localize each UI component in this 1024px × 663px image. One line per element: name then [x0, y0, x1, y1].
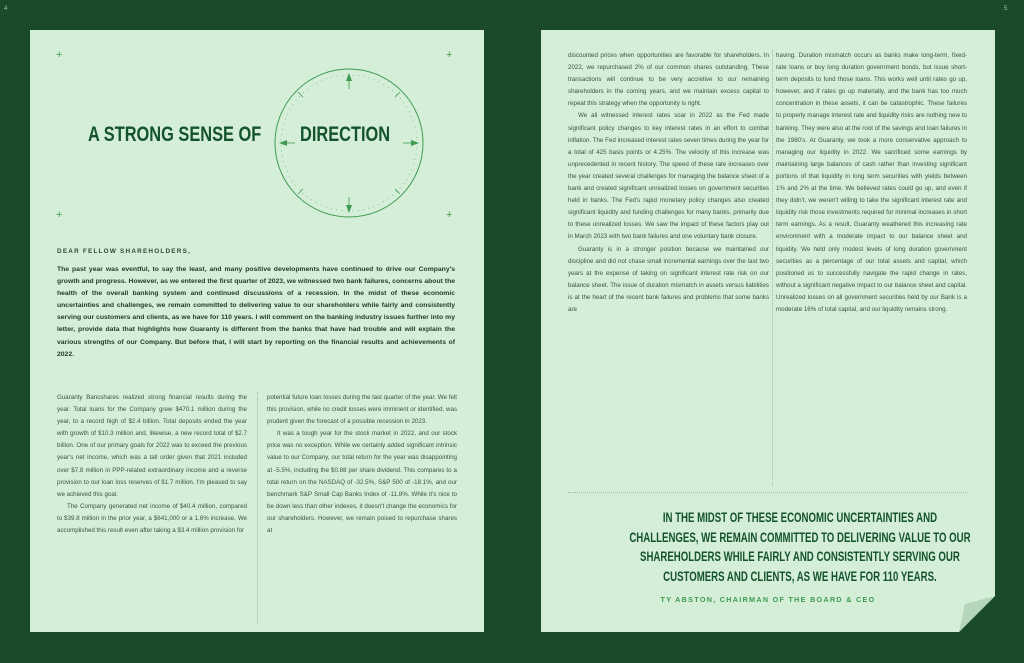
- paragraph: It was a tough year for the stock market in 2022, and our stock price was no exception. While we certainly added significant intrinsic value to our Company, our total return for the year was disappointing at -5.5%, including the $0.88 per share dividend. This compares to a total return on the NASDAQ of -32.5%, S&P 500 of -18.1%, and our benchmark S&P Small Cap Banks Index of -11.8%. While it's nice to be down less than other indexes, it doesn't change the economics for our shareholders. However, we remain poised to repurchase shares at: [267, 430, 457, 535]
- pull-quote-line: CUSTOMERS AND CLIENTS, AS WE HAVE FOR 110 YEARS.: [663, 568, 937, 584]
- page-number-left: 4: [4, 6, 8, 12]
- left-column-1: [57, 392, 247, 537]
- pull-quote-line: SHAREHOLDERS WHILE FAIRLY AND CONSISTENTLY SERVING OUR: [640, 549, 960, 564]
- left-page: [30, 30, 484, 632]
- column-divider: [772, 50, 773, 486]
- headline-right: DIRECTION: [300, 123, 391, 146]
- headline: [30, 120, 484, 150]
- intro-paragraph: The past year was eventful, to say the least, and many positive developments have continued to drive our Company's growth and progress. However, as we entered the first quarter of 2023, we witnessed two bank failures, concerns about the health of the overall banking system and continued discussions of a recession. In the midst of these economic uncertainties and challenges, we remain committed to delivering value to our shareholders while fairly and consistently serving our customers and clients, as we have for 110 years. I will comment on the banking industry issues further into my letter, provide data that highlights how Guaranty is different from the banks that have had trouble and will explain the various strengths of our Company. But before that, I will start by reporting on the financial results and achievements of 2022.: [57, 266, 455, 358]
- paragraph: discounted prices when opportunities are favorable for shareholders. In 2022, we repurchased 2% of our common shares outstanding. These transactions will continue to be very accretive to our remaining shareholders in the coming years, and we maintain excess capital to repeat this strategy when the opportunity is right.: [568, 52, 769, 108]
- right-column-1: [568, 50, 769, 316]
- plus-mark-bottom-right: +: [446, 209, 453, 221]
- page-number-right: 5: [1004, 6, 1008, 12]
- paragraph: having. Duration mismatch occurs as banks make long-term, fixed-rate loans or buy long duration government bonds, but issue short-term deposits to fund those loans. This works well until rates go up, however, and if rates go up materially, and the bank has too much concentration in these assets, it can be catastrophic. These failures to properly manage interest rate and liquidity risks are nothing new to banking. They were also at the root of the savings and loan failures in the 1980's. At Guaranty, we took a more conservative approach to managing our liquidity in 2022. We sacrificed some earnings by maintaining large balances of cash rather than investing significant portions of that liquidity in long term securities with yields between 1% and 2% at the time. We believed rates could go up, and even if they didn't, we weren't willing to take the significant interest rate and liquidity risk those investments required for minimal increases in short term earnings. As a result, Guaranty weathered this increasing rate environment with a moderate impact to our balance sheet and liquidity. We held only modest levels of long duration government securities as a percentage of our total assets and capital, which positioned us to successfully navigate the rapid change in rates, without a significant negative impact to our balance sheet and capital. Unrealized losses on all government securities held by our Bank is a moderate 16% of total capital, and our liquidity remains strong.: [776, 52, 967, 313]
- plus-mark-top-right: +: [446, 49, 453, 61]
- pull-quote-divider: [568, 492, 968, 493]
- paragraph: potential future loan losses during the last quarter of the year. We felt this provision, while no credit losses were imminent or identified, was prudent given the forecast of a possible recession in 2023.: [267, 394, 457, 426]
- left-column-2: [267, 392, 457, 537]
- column-divider: [257, 392, 258, 624]
- pull-quote-line: IN THE MIDST OF THESE ECONOMIC UNCERTAINTIES AND: [662, 510, 938, 525]
- page-curl-icon: [959, 596, 995, 632]
- paragraph: The Company generated net income of $40.4 million, compared to $39.8 million in the prior year, a $641,000 or a 1.6% increase. We accomplished this result even after taking a $3.4 million provision for: [57, 502, 247, 535]
- paragraph: Guaranty is in a stronger position because we maintained our discipline and did not chase small incremental earnings over the last two years at the expense of taking on significant interest rate risk on our balance sheet. The issue of duration mismatch in assets versus liabilities is at the heart of the recent bank failures and problems that some banks are: [568, 245, 769, 313]
- pull-quote-attribution: TY ABSTON, CHAIRMAN OF THE BOARD & CEO: [660, 595, 876, 604]
- plus-mark-top-left: +: [56, 49, 63, 61]
- pull-quote-text: [629, 508, 970, 586]
- paragraph: Guaranty Bancshares realized strong financial results during the year. Total loans for the Company grew $470.1 million during the year, to a record high of $2.4 billion. Total deposits ended the year with growth of $10.3 million and, likewise, a new record total of $2.7 billion. One of our primary goals for 2022 was to exceed the previous year's net income, which was a tall order given that 2021 included over $7.8 million in PPP-related extraordinary income and a reverse provision to our loan loss reserves of $1.7 million. I'm pleased to say we achieved this goal.: [57, 394, 247, 498]
- pull-quote-line: CHALLENGES, WE REMAIN COMMITTED TO DELIVERING VALUE TO OUR: [629, 529, 971, 545]
- right-column-2: [776, 50, 967, 316]
- paragraph: We all witnessed interest rates soar in 2022 as the Fed made significant policy changes to key interest rates in an effort to combat inflation. The Fed increased interest rates seven times during the year for a total of 425 basis points or 4.25%. The velocity of this increase was unprecedented in recent history. The speed of these rate increases over the year created several challenges for managing the balance sheet of a bank and created significant unrealized losses on government securities held in banks. The Fed's rapid monetary policy changes also created significant liquidity and funding challenges for many banks, primarily due to these unrealized losses. We saw the impact of these factors play out in March 2023 with two bank failures and one voluntary bank closure.: [568, 112, 769, 241]
- plus-mark-bottom-left: +: [56, 209, 63, 221]
- right-page: [541, 30, 995, 632]
- headline-left: A STRONG SENSE OF: [88, 123, 262, 146]
- pull-quote: [563, 508, 973, 586]
- salutation: DEAR FELLOW SHAREHOLDERS,: [57, 248, 192, 255]
